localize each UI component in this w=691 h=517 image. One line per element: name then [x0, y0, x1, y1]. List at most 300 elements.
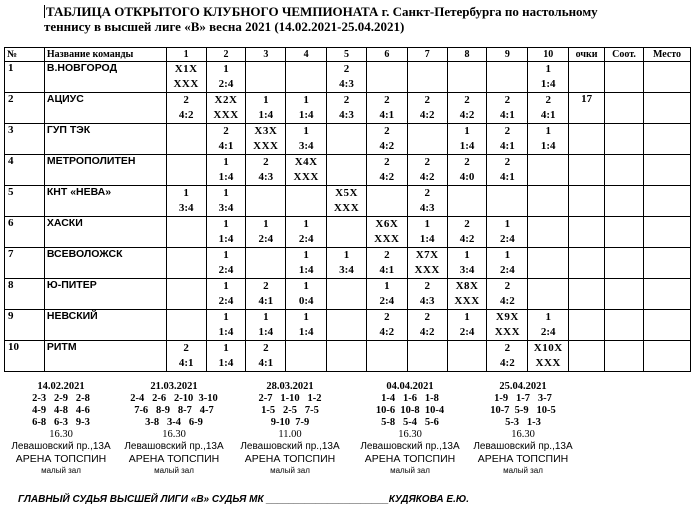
match-result — [327, 155, 366, 185]
match-result — [167, 155, 206, 185]
match-points: 1 — [263, 218, 269, 230]
match-result — [408, 217, 447, 247]
match-score: 1:4 — [218, 171, 234, 183]
match-result — [286, 248, 326, 278]
schedule-pairs: 10-7 5-9 10-5 — [490, 405, 556, 416]
match-cell — [206, 155, 246, 186]
match-cell — [366, 248, 407, 279]
match-result — [448, 310, 487, 340]
match-result — [448, 217, 487, 247]
team-number: 8 — [5, 279, 45, 310]
match-result — [286, 155, 326, 185]
match-score: 4:1 — [379, 264, 395, 276]
header-points: очки — [569, 48, 605, 62]
team-ratio — [605, 124, 644, 155]
match-cell — [286, 310, 327, 341]
match-cell — [206, 217, 246, 248]
match-points: 2 — [384, 156, 390, 168]
match-result — [327, 217, 366, 247]
match-score: 1:4 — [218, 357, 234, 369]
schedule-address: Левашовский пр.,13А — [473, 441, 573, 452]
match-cell — [206, 186, 246, 217]
team-number: 1 — [5, 62, 45, 93]
match-result — [448, 155, 487, 185]
match-points: 1 — [464, 125, 470, 137]
match-cell — [407, 93, 447, 124]
match-cell — [528, 310, 569, 341]
match-result — [487, 279, 527, 309]
schedule-pairs: 2-7 1-10 1-2 — [258, 393, 322, 404]
match-result — [167, 124, 206, 154]
team-points — [569, 217, 605, 248]
match-score: 4:1 — [258, 295, 274, 307]
match-points: 2 — [343, 94, 350, 106]
table-row — [5, 279, 691, 310]
match-cell — [166, 248, 206, 279]
match-cell — [487, 62, 528, 93]
schedule-time: 11.00 — [278, 429, 302, 440]
schedule-arena: АРЕНА ТОПСПИН — [128, 453, 220, 465]
schedule-address: Левашовский пр.,13А — [240, 441, 340, 452]
match-score: XXX — [333, 202, 360, 214]
team-number: 2 — [5, 93, 45, 124]
title-line-2: теннису в высшей лиге «В» весна 2021 (14.02.2021-25.04.2021) — [44, 19, 405, 34]
match-score: XXX — [253, 140, 279, 152]
table-row — [5, 310, 691, 341]
match-result — [408, 341, 447, 371]
match-result — [286, 124, 326, 154]
match-cell — [407, 310, 447, 341]
match-points: 1 — [464, 311, 470, 323]
diagonal-cell — [286, 155, 327, 186]
match-score: 2:4 — [379, 295, 395, 307]
header-ratio: Соот. — [605, 48, 644, 62]
schedule-date: 14.02.2021 — [37, 381, 85, 392]
diagonal-cell — [366, 217, 407, 248]
match-cell — [166, 217, 206, 248]
match-result — [327, 310, 366, 340]
match-score: XXX — [213, 109, 239, 121]
match-cell — [286, 186, 327, 217]
match-points: 1 — [343, 249, 350, 261]
match-cell — [327, 62, 367, 93]
match-cell — [487, 93, 528, 124]
match-points: 2 — [424, 156, 430, 168]
diagonal-cell — [246, 124, 286, 155]
match-score: 4:2 — [500, 357, 515, 369]
match-result — [367, 217, 407, 247]
match-result — [207, 124, 246, 154]
team-points — [569, 310, 605, 341]
schedule-date: 28.03.2021 — [266, 381, 314, 392]
match-result — [286, 279, 326, 309]
match-points: 2 — [223, 125, 229, 137]
table-row — [5, 155, 691, 186]
match-points: 2 — [183, 94, 189, 106]
header-col-4: 4 — [286, 48, 327, 62]
schedule-address: Левашовский пр.,13А — [11, 441, 111, 452]
match-result — [367, 62, 407, 92]
match-cell — [487, 124, 528, 155]
match-cell — [246, 341, 286, 372]
match-score: XXX — [293, 171, 319, 183]
match-score: XXX — [494, 326, 521, 338]
match-cell — [206, 341, 246, 372]
match-points: 1 — [223, 63, 229, 75]
team-name: ВСЕВОЛОЖСК — [44, 248, 166, 279]
match-points: X3X — [254, 125, 278, 137]
schedule-pairs: 10-6 10-8 10-4 — [375, 405, 445, 416]
header-num: № — [5, 48, 45, 62]
match-result — [367, 341, 407, 371]
match-result — [448, 93, 487, 123]
schedule-pairs: 5-3 1-3 — [505, 417, 541, 428]
match-cell — [327, 155, 367, 186]
header-team: Название команды — [44, 48, 166, 62]
match-points: X2X — [214, 94, 238, 106]
match-points: 1 — [223, 342, 229, 354]
match-cell — [366, 310, 407, 341]
match-score: XXX — [535, 357, 561, 369]
match-score: 2:4 — [500, 233, 515, 245]
match-cell — [206, 279, 246, 310]
match-score: 4:2 — [500, 295, 515, 307]
match-score: 3:4 — [339, 264, 354, 276]
match-score: 4:2 — [459, 109, 475, 121]
match-score: 1:4 — [419, 233, 435, 245]
match-score: 4:1 — [178, 357, 194, 369]
match-cell — [366, 279, 407, 310]
match-cell — [286, 62, 327, 93]
match-result — [207, 341, 246, 371]
match-score: 4:1 — [500, 109, 515, 121]
match-points: 2 — [464, 218, 470, 230]
match-points: 2 — [263, 342, 269, 354]
match-result — [286, 310, 326, 340]
schedule-pairs: 1-4 1-6 1-8 — [381, 393, 439, 404]
match-score: 4:3 — [339, 78, 354, 90]
match-result — [286, 93, 326, 123]
match-result — [207, 217, 246, 247]
match-cell — [246, 310, 286, 341]
team-place — [644, 279, 691, 310]
match-result — [207, 62, 246, 92]
header-col-7: 7 — [407, 48, 447, 62]
match-cell — [166, 186, 206, 217]
match-cell — [327, 124, 367, 155]
schedule-hall: малый зал — [41, 466, 81, 475]
match-cell — [166, 341, 206, 372]
match-score: 2:4 — [218, 295, 234, 307]
match-result — [528, 186, 568, 216]
schedule-arena: АРЕНА ТОПСПИН — [15, 453, 107, 465]
match-score: 4:2 — [178, 109, 194, 121]
team-number: 6 — [5, 217, 45, 248]
match-cell — [447, 217, 487, 248]
match-score: 0:4 — [298, 295, 314, 307]
team-ratio — [605, 279, 644, 310]
match-cell — [246, 186, 286, 217]
match-score: 2:4 — [500, 264, 515, 276]
match-cell — [487, 279, 528, 310]
team-name: ГУП ТЭК — [44, 124, 166, 155]
match-result — [448, 62, 487, 92]
team-number: 5 — [5, 186, 45, 217]
match-result — [246, 62, 285, 92]
match-result — [207, 310, 246, 340]
match-result — [408, 186, 447, 216]
match-result — [167, 186, 206, 216]
match-cell — [407, 186, 447, 217]
match-cell — [366, 93, 407, 124]
team-place — [644, 124, 691, 155]
team-ratio — [605, 217, 644, 248]
match-result — [487, 93, 527, 123]
match-points: 1 — [183, 187, 189, 199]
schedule-hall: малый зал — [154, 466, 194, 475]
match-score: 1:4 — [298, 109, 314, 121]
match-points: 2 — [384, 311, 390, 323]
match-result — [528, 93, 568, 123]
match-cell — [166, 310, 206, 341]
match-points: 2 — [504, 342, 511, 354]
team-name: В.НОВГОРОД — [44, 62, 166, 93]
match-cell — [286, 217, 327, 248]
match-points: X1X — [174, 63, 198, 75]
match-cell — [407, 341, 447, 372]
match-points: 2 — [504, 94, 511, 106]
match-result — [167, 310, 206, 340]
match-score: 1:4 — [218, 326, 234, 338]
match-cell — [407, 124, 447, 155]
team-ratio — [605, 248, 644, 279]
schedule-pairs: 1-5 2-5 7-5 — [261, 405, 319, 416]
match-score: XXX — [173, 78, 199, 90]
match-result — [246, 341, 285, 371]
match-result — [167, 248, 206, 278]
header-col-6: 6 — [366, 48, 407, 62]
match-points: X5X — [335, 187, 358, 199]
match-cell — [327, 248, 367, 279]
match-cell — [447, 310, 487, 341]
team-name: Ю-ПИТЕР — [44, 279, 166, 310]
match-points: 2 — [384, 125, 390, 137]
match-result — [167, 62, 206, 92]
match-points: 2 — [384, 249, 390, 261]
match-score: 3:4 — [178, 202, 194, 214]
team-name: НЕВСКИЙ — [44, 310, 166, 341]
match-points: 1 — [223, 156, 229, 168]
match-points: 2 — [424, 187, 430, 199]
schedule-date: 25.04.2021 — [499, 381, 547, 392]
match-result — [167, 93, 206, 123]
team-points — [569, 248, 605, 279]
match-points: 1 — [303, 125, 309, 137]
match-cell — [407, 217, 447, 248]
match-score: 4:3 — [339, 109, 354, 121]
match-score: 3:4 — [298, 140, 314, 152]
match-points: 1 — [504, 249, 511, 261]
match-result — [327, 248, 366, 278]
team-name: РИТМ — [44, 341, 166, 372]
match-result — [207, 93, 246, 123]
match-cell — [528, 155, 569, 186]
team-place — [644, 310, 691, 341]
match-score: 3:4 — [218, 202, 234, 214]
match-cell — [528, 279, 569, 310]
match-points: 1 — [263, 94, 269, 106]
team-place — [644, 248, 691, 279]
team-name: МЕТРОПОЛИТЕН — [44, 155, 166, 186]
match-result — [286, 62, 326, 92]
match-score: 4:2 — [379, 140, 395, 152]
match-points: 1 — [545, 63, 551, 75]
match-points: 2 — [464, 94, 470, 106]
team-place — [644, 217, 691, 248]
match-result — [367, 124, 407, 154]
match-points: X9X — [495, 311, 519, 323]
team-points — [569, 341, 605, 372]
team-number: 9 — [5, 310, 45, 341]
header-col-5: 5 — [327, 48, 367, 62]
match-result — [487, 155, 527, 185]
match-cell — [246, 217, 286, 248]
match-score: 2:4 — [218, 78, 234, 90]
match-result — [448, 279, 487, 309]
schedule-time: 16.30 — [162, 429, 186, 440]
match-points: 2 — [424, 280, 430, 292]
match-result — [246, 310, 285, 340]
match-cell — [447, 62, 487, 93]
match-cell — [327, 341, 367, 372]
match-result — [408, 279, 447, 309]
schedule-pairs: 6-8 6-3 9-3 — [32, 417, 90, 428]
diagonal-cell — [487, 310, 528, 341]
match-result — [367, 186, 407, 216]
team-number: 4 — [5, 155, 45, 186]
match-result — [487, 124, 527, 154]
schedule-pairs: 3-8 3-4 6-9 — [145, 417, 203, 428]
match-result — [327, 93, 366, 123]
match-score: 1:4 — [258, 326, 274, 338]
schedule-pairs: 2-3 2-9 2-8 — [32, 393, 90, 404]
match-cell — [286, 124, 327, 155]
header-col-1: 1 — [166, 48, 206, 62]
match-cell — [528, 186, 569, 217]
team-name: ХАСКИ — [44, 217, 166, 248]
diagonal-cell — [407, 248, 447, 279]
match-cell — [447, 186, 487, 217]
match-score: 4:2 — [419, 326, 435, 338]
page-title — [44, 4, 664, 34]
team-points — [569, 279, 605, 310]
match-cell — [206, 124, 246, 155]
header-col-9: 9 — [487, 48, 528, 62]
match-score: 1:4 — [218, 233, 234, 245]
match-points: X6X — [375, 218, 399, 230]
match-points: 1 — [384, 280, 390, 292]
match-result — [487, 310, 527, 340]
diagonal-cell — [327, 186, 367, 217]
match-cell — [166, 93, 206, 124]
match-cell — [246, 248, 286, 279]
match-points: X4X — [294, 156, 318, 168]
team-place — [644, 186, 691, 217]
match-score: 1:4 — [258, 109, 274, 121]
match-result — [327, 341, 366, 371]
match-score: 2:4 — [459, 326, 475, 338]
match-cell — [447, 341, 487, 372]
match-score: 3:4 — [459, 264, 475, 276]
match-score: 4:1 — [500, 171, 515, 183]
match-result — [246, 279, 285, 309]
match-cell — [166, 124, 206, 155]
match-result — [207, 186, 246, 216]
match-result — [207, 155, 246, 185]
match-points: 1 — [223, 280, 229, 292]
match-cell — [166, 279, 206, 310]
schedule-address: Левашовский пр.,13А — [124, 441, 224, 452]
text-cursor — [44, 5, 45, 18]
match-score: 4:2 — [419, 171, 435, 183]
match-cell — [447, 93, 487, 124]
match-result — [528, 341, 568, 371]
match-cell — [286, 248, 327, 279]
match-cell — [487, 341, 528, 372]
match-score: 4:3 — [258, 171, 274, 183]
chief-referee-line: ГЛАВНЫЙ СУДЬЯ ВЫСШЕЙ ЛИГИ «В» СУДЬЯ МК ______________________КУДЯКОВА Е.Ю. — [18, 494, 470, 505]
table-row — [5, 62, 691, 93]
schedule-block — [350, 381, 470, 477]
match-result — [408, 93, 447, 123]
match-cell — [327, 310, 367, 341]
match-score: 4:2 — [379, 171, 395, 183]
match-cell — [528, 248, 569, 279]
match-cell — [206, 62, 246, 93]
schedule-hall: малый зал — [503, 466, 543, 475]
match-result — [246, 248, 285, 278]
match-result — [286, 217, 326, 247]
schedule-block — [230, 381, 350, 477]
match-score: 1:4 — [540, 140, 556, 152]
match-points: 1 — [464, 249, 470, 261]
match-result — [487, 248, 527, 278]
match-points: 1 — [303, 280, 309, 292]
match-cell — [246, 62, 286, 93]
match-points: 1 — [424, 218, 430, 230]
match-cell — [366, 341, 407, 372]
match-score: 4:1 — [500, 140, 515, 152]
match-score: XXX — [414, 264, 440, 276]
team-ratio — [605, 341, 644, 372]
schedule-arena: АРЕНА ТОПСПИН — [244, 453, 336, 465]
match-result — [246, 93, 285, 123]
team-ratio — [605, 155, 644, 186]
match-score: 4:1 — [540, 109, 556, 121]
header-col-2: 2 — [206, 48, 246, 62]
match-score: 4:0 — [459, 171, 475, 183]
match-cell — [407, 155, 447, 186]
table-row — [5, 186, 691, 217]
match-result — [448, 186, 487, 216]
match-score: 1:4 — [298, 326, 314, 338]
match-cell — [487, 186, 528, 217]
match-result — [167, 341, 206, 371]
match-result — [528, 248, 568, 278]
diagonal-cell — [166, 62, 206, 93]
schedule-pairs: 4-9 4-8 4-6 — [32, 405, 90, 416]
team-ratio — [605, 93, 644, 124]
